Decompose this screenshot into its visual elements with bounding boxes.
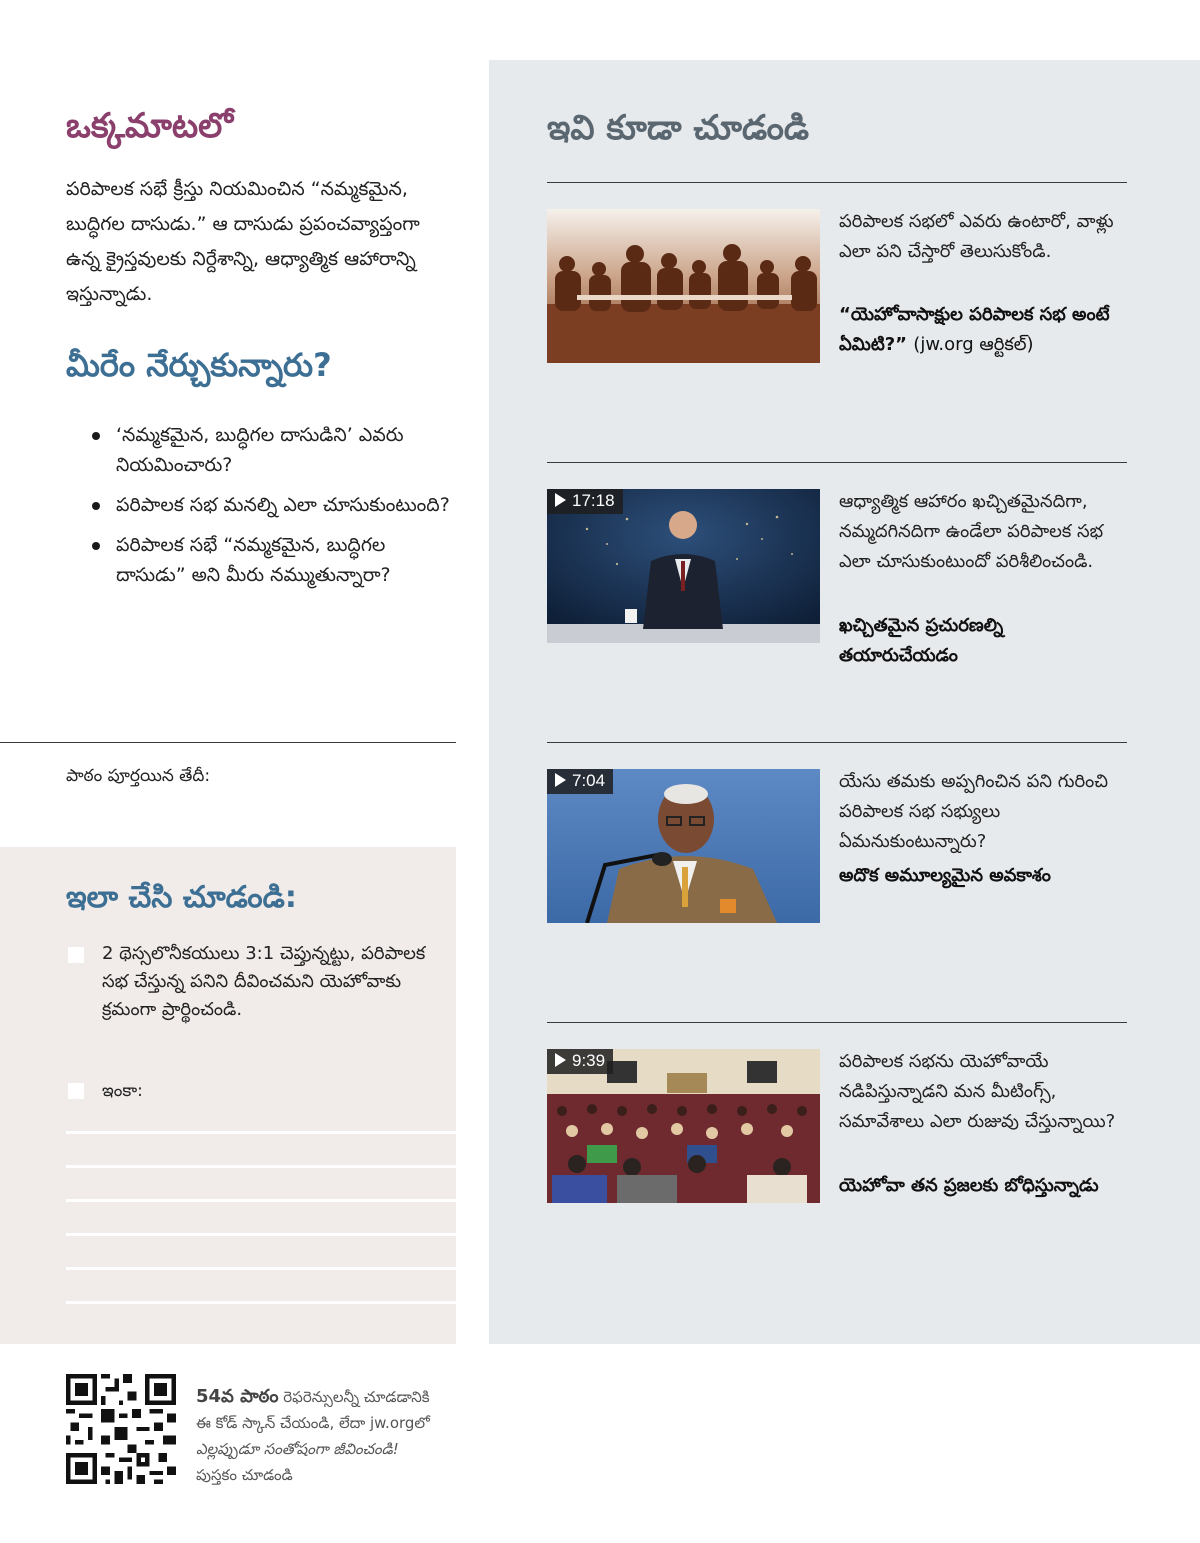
see-also-description: పరిపాలక సభలో ఎవరు ఉంటారో, వాళ్లు ఎలా పని చేస్తారో తెలుసుకోండి. — [839, 211, 1114, 262]
video-duration: 9:39 — [547, 1049, 613, 1074]
review-question-text: పరిపాలక సభే “నమ్మకమైన, బుద్ధిగల దాసుడు” అని మీరు నమ్ముతున్నారా? — [116, 534, 391, 586]
see-also-title: “యెహోవాసాక్షుల పరిపాలక సభ అంటే ఏమిటి?” — [839, 304, 1110, 355]
lesson-number: 54వ పాఠం — [196, 1386, 279, 1407]
play-icon — [555, 493, 566, 507]
see-also-link[interactable]: ఖచ్చితమైన ప్రచురణల్ని తయారుచేయడం — [839, 615, 1004, 666]
footer-note — [196, 1384, 486, 1488]
bullet-icon — [92, 502, 100, 510]
divider — [547, 1022, 1127, 1023]
video-duration: 17:18 — [547, 489, 623, 514]
writing-line[interactable] — [66, 1131, 456, 1134]
video-thumbnail[interactable] — [547, 1049, 820, 1203]
completion-date-label: పాఠం పూర్తయిన తేదీ: — [66, 766, 211, 786]
play-icon — [555, 1053, 566, 1067]
see-also-link[interactable] — [839, 300, 1124, 360]
play-icon — [555, 773, 566, 787]
divider — [547, 462, 1127, 463]
footer-line: రెఫరెన్సులన్నీ చూడడానికి — [283, 1388, 430, 1406]
review-question — [92, 490, 452, 520]
video-thumbnail[interactable] — [547, 489, 820, 643]
review-question — [92, 530, 452, 590]
divider — [547, 742, 1127, 743]
summary-text: పరిపాలక సభే క్రీస్తు నియమించిన “నమ్మకమైన, బుద్ధిగల దాసుడు.” ఆ దాసుడు ప్రపంచవ్యాప్తంగా ఉన్న క్రైస్తవులకు నిర్దేశాన్ని, ఆధ్యాత్మిక ఆహారాన్ని ఇస్తున్నాడు. — [66, 178, 420, 305]
see-also-description: ఆధ్యాత్మిక ఆహారం ఖచ్చితమైనదిగా, నమ్మదగినదిగా ఉండేలా పరిపాలక సభ ఎలా చూసుకుంటుందో పరిశీలించండి. — [839, 491, 1104, 572]
try-this-task: 2 థెస్సలొనీకయులు 3:1 చెప్తున్నట్టు, పరిపాలక సభ చేస్తున్న పనిని దీవించమని యెహోవాకు క్రమంగా ప్రార్థించండి. — [102, 943, 426, 1020]
writing-line[interactable] — [66, 1233, 456, 1236]
writing-line[interactable] — [66, 1199, 456, 1202]
video-thumbnail[interactable] — [547, 769, 820, 923]
writing-line[interactable] — [66, 1267, 456, 1270]
see-also-title-suffix: (jw.org ఆర్టికల్) — [913, 334, 1034, 355]
book-title[interactable]: ఎల్లప్పుడూ సంతోషంగా జీవించండి! — [196, 1440, 399, 1458]
writing-line[interactable] — [66, 1301, 456, 1304]
review-questions — [92, 420, 452, 600]
bullet-icon — [92, 542, 100, 550]
see-also-heading: ఇవి కూడా చూడండి — [547, 108, 810, 148]
learned-heading: మీరేం నేర్చుకున్నారు? — [66, 346, 332, 384]
summary-heading: ఒక్కమాటలో — [66, 106, 234, 146]
article-thumbnail[interactable] — [547, 209, 820, 363]
video-duration: 7:04 — [547, 769, 613, 794]
review-question-text: పరిపాలక సభ మనల్ని ఎలా చూసుకుంటుంది? — [116, 494, 450, 516]
try-this-heading: ఇలా చేసి చూడండి: — [66, 880, 297, 915]
see-also-description: పరిపాలక సభను యెహోవాయే నడిపిస్తున్నాడని మన మీటింగ్స్, సమావేశాలు ఎలా రుజువు చేస్తున్నాయి? — [839, 1051, 1116, 1132]
task-checkbox[interactable] — [68, 947, 84, 963]
review-question — [92, 420, 452, 480]
other-checkbox[interactable] — [68, 1083, 84, 1099]
divider — [547, 182, 1127, 183]
qr-code-icon[interactable] — [66, 1374, 176, 1484]
footer-line: పుస్తకం చూడండి — [196, 1466, 293, 1484]
see-also-link[interactable]: యెహోవా తన ప్రజలకు బోధిస్తున్నాడు — [839, 1175, 1099, 1196]
review-question-text: ‘నమ్మకమైన, బుద్ధిగల దాసుడిని’ ఎవరు నియమించారు? — [116, 424, 404, 476]
footer-line: ఈ కోడ్ స్కాన్ చేయండి, లేదా jw.orgలో — [196, 1414, 430, 1432]
divider — [0, 742, 456, 743]
writing-line[interactable] — [66, 1165, 456, 1168]
see-also-link[interactable]: అదొక అమూల్యమైన అవకాశం — [839, 865, 1051, 886]
bullet-icon — [92, 432, 100, 440]
other-label: ఇంకా: — [102, 1081, 143, 1101]
see-also-description: యేసు తమకు అప్పగించిన పని గురించి పరిపాలక సభ సభ్యులు ఏమనుకుంటున్నారు? — [839, 771, 1109, 852]
